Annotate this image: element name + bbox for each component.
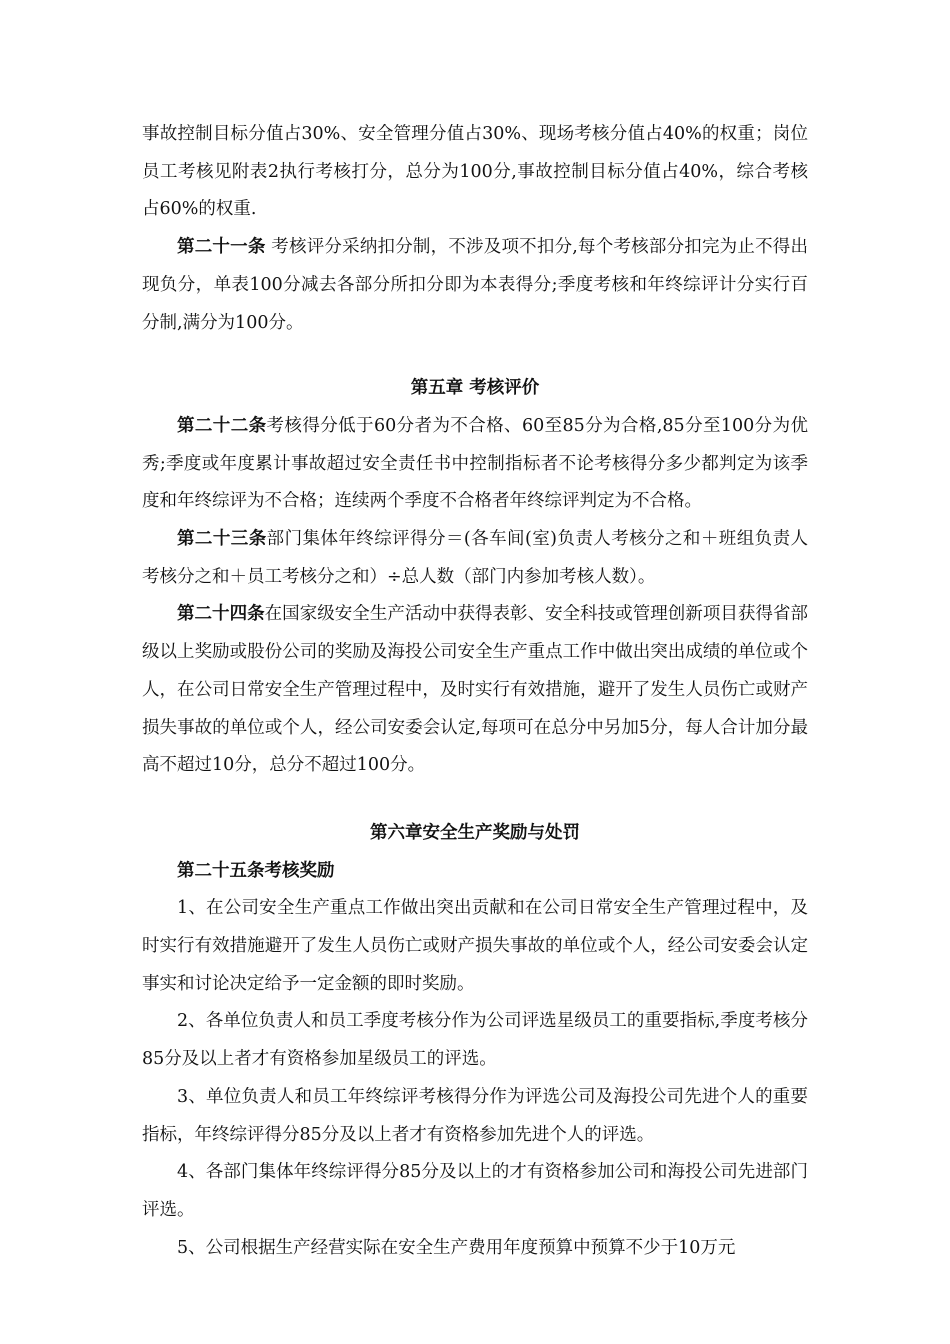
article-21-title: 第二十一条 — [177, 237, 266, 258]
article-24-title: 第二十四条 — [177, 604, 265, 625]
reward-item-5: 5、公司根据生产经营实际在安全生产费用年度预算中预算不少于10万元 — [177, 1237, 736, 1258]
chapter-5-title: 第五章 考核评价 — [410, 378, 540, 399]
reward-item-1: 1、在公司安全生产重点工作做出突出贡献和在公司日常安全生产管理过程中，及时实行有效措施避开了发生人员伤亡或财产损失事故的单位或个人，经公司安委会认定事实和讨论决定给予一定金额的即时奖励。 — [142, 898, 808, 994]
article-22 — [142, 408, 808, 521]
article-23 — [142, 521, 808, 596]
spacer — [142, 785, 808, 815]
article-22-body: 考核得分低于60分者为不合格、60至85分为合格,85分至100分为优秀;季度或年度累计事故超过安全责任书中控制指标者不论考核得分多少都判定为该季度和年终综评为不合格；连续两个季度不合格者年终综评判定为不合格。 — [142, 415, 808, 512]
spacer — [142, 342, 808, 370]
reward-item-3: 3、单位负责人和员工年终综评考核得分作为评选公司及海投公司先进个人的重要指标，年终综评得分85分及以上者才有资格参加先进个人的评选。 — [142, 1086, 808, 1145]
chapter-6-title: 第六章安全生产奖励与处罚 — [370, 822, 580, 843]
paragraph-weights: 事故控制目标分值占30%、安全管理分值占30%、现场考核分值占40%的权重；岗位员工考核见附表2执行考核打分，总分为100分,事故控制目标分值占40%，综合考核占60%的权重. — [142, 124, 808, 220]
article-24-body: 在国家级安全生产活动中获得表彰、安全科技或管理创新项目获得省部级以上奖励或股份公司的奖励及海投公司安全生产重点工作中做出突出成绩的单位或个人，在公司日常安全生产管理过程中，及时实行有效措施，避开了发生人员伤亡或财产损失事故的单位或个人，经公司安委会认定,每项可在总分中另加5分，每人合计加分最高不超过10分，总分不超过100分。 — [142, 604, 809, 776]
reward-item-2: 2、各单位负责人和员工季度考核分作为公司评选星级员工的重要指标,季度考核分85分及以上者才有资格参加星级员工的评选。 — [142, 1011, 808, 1070]
reward-item-4: 4、各部门集体年终综评得分85分及以上的才有资格参加公司和海投公司先进部门评选。 — [142, 1162, 808, 1220]
article-23-body: 部门集体年终综评得分＝(各车间(室)负责人考核分之和＋班组负责人考核分之和＋员工考核分之和）÷总人数（部门内参加考核人数）。 — [142, 529, 808, 587]
article-24 — [142, 596, 808, 785]
article-22-title: 第二十二条 — [177, 415, 267, 436]
article-23-title: 第二十三条 — [177, 529, 267, 550]
article-25-title: 第二十五条考核奖励 — [177, 860, 335, 881]
article-21 — [142, 229, 808, 342]
document-page — [142, 116, 808, 1267]
article-21-body: 考核评分采纳扣分制，不涉及项不扣分,每个考核部分扣完为止不得出现负分，单表100分减去各部分所扣分即为本表得分;季度考核和年终综评计分实行百分制,满分为100分。 — [142, 237, 809, 333]
